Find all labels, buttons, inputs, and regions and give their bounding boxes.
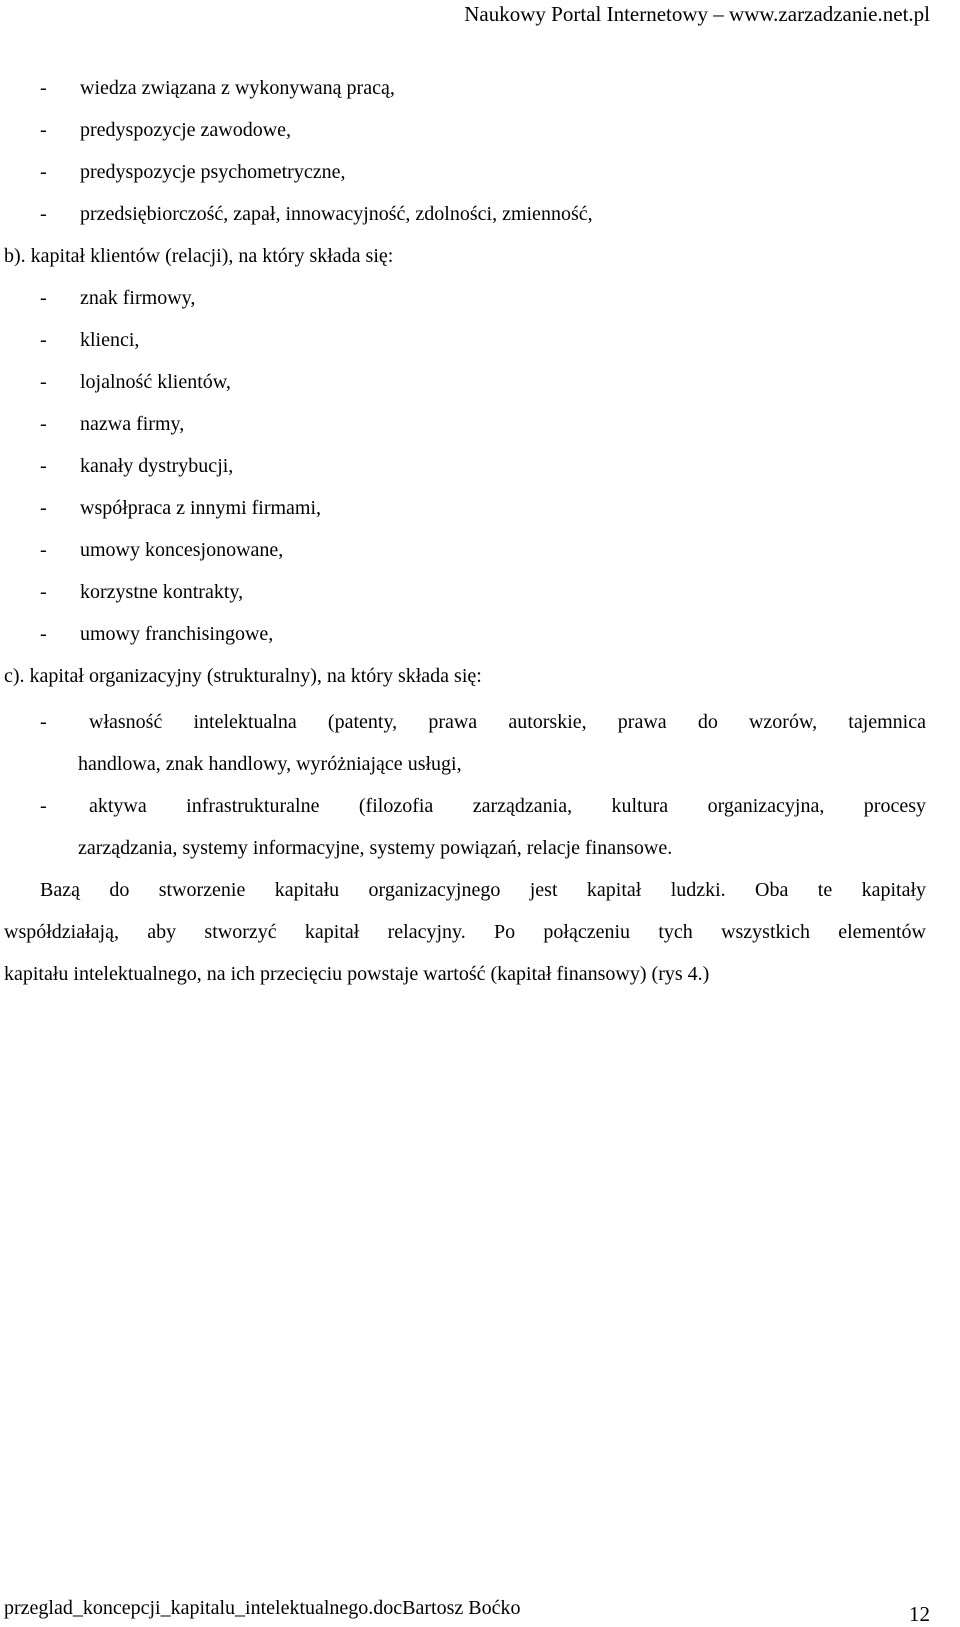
bullet-dash: - — [40, 287, 47, 309]
page-number: 12 — [909, 1602, 930, 1626]
list-item-text: znak firmowy, — [80, 287, 196, 309]
section-b-heading: b). kapitał klientów (relacji), na który składa się: — [4, 245, 394, 267]
bullet-dash: - — [40, 539, 47, 561]
section-c-heading: c). kapitał organizacyjny (strukturalny), na który składa się: — [4, 665, 482, 687]
paragraph-line: współdziałają, aby stworzyć kapitał relacyjny. Po połączeniu tych wszystkich elementów — [4, 921, 926, 943]
bullet-dash: - — [40, 795, 47, 817]
list-item-text: korzystne kontrakty, — [80, 581, 244, 603]
bullet-dash: - — [40, 711, 47, 733]
bullet-dash: - — [40, 455, 47, 477]
bullet-dash: - — [40, 371, 47, 393]
list-item-text: współpraca z innymi firmami, — [80, 497, 322, 519]
bullet-dash: - — [40, 77, 47, 99]
list-item-text: klienci, — [80, 329, 140, 351]
paragraph-line: Bazą do stworzenie kapitału organizacyjnego jest kapitał ludzki. Oba te kapitały — [40, 879, 926, 901]
list-item-text: wiedza związana z wykonywaną pracą, — [80, 77, 395, 99]
bullet-dash: - — [40, 497, 47, 519]
bullet-dash: - — [40, 329, 47, 351]
list-item-text: umowy koncesjonowane, — [80, 539, 284, 561]
bullet-dash: - — [40, 203, 47, 225]
list-item-text: umowy franchisingowe, — [80, 623, 274, 645]
bullet-dash: - — [40, 581, 47, 603]
list-item-text: nazwa firmy, — [80, 413, 185, 435]
list-item-text: przedsiębiorczość, zapał, innowacyjność, zdolności, zmienność, — [80, 203, 593, 225]
list-item-text: kanały dystrybucji, — [80, 455, 234, 477]
list-item-text: predyspozycje zawodowe, — [80, 119, 292, 141]
list-item-text-line: handlowa, znak handlowy, wyróżniające usługi, — [78, 753, 462, 775]
footer-file-author: przeglad_koncepcji_kapitalu_intelektualnego.docBartosz Boćko — [4, 1597, 521, 1619]
paragraph-line: kapitału intelektualnego, na ich przecięciu powstaje wartość (kapitał finansowy) (rys 4.) — [4, 963, 710, 985]
bullet-dash: - — [40, 623, 47, 645]
bullet-dash: - — [40, 161, 47, 183]
bullet-dash: - — [40, 413, 47, 435]
list-item-text-line: zarządzania, systemy informacyjne, systemy powiązań, relacje finansowe. — [78, 837, 673, 859]
list-item-text: predyspozycje psychometryczne, — [80, 161, 346, 183]
page-header-title: Naukowy Portal Internetowy – www.zarzadzanie.net.pl — [464, 2, 930, 26]
list-item-text-line: własność intelektualna (patenty, prawa autorskie, prawa do wzorów, tajemnica — [89, 711, 926, 733]
list-item-text-line: aktywa infrastrukturalne (filozofia zarządzania, kultura organizacyjna, procesy — [89, 795, 926, 817]
list-item-text: lojalność klientów, — [80, 371, 231, 393]
bullet-dash: - — [40, 119, 47, 141]
